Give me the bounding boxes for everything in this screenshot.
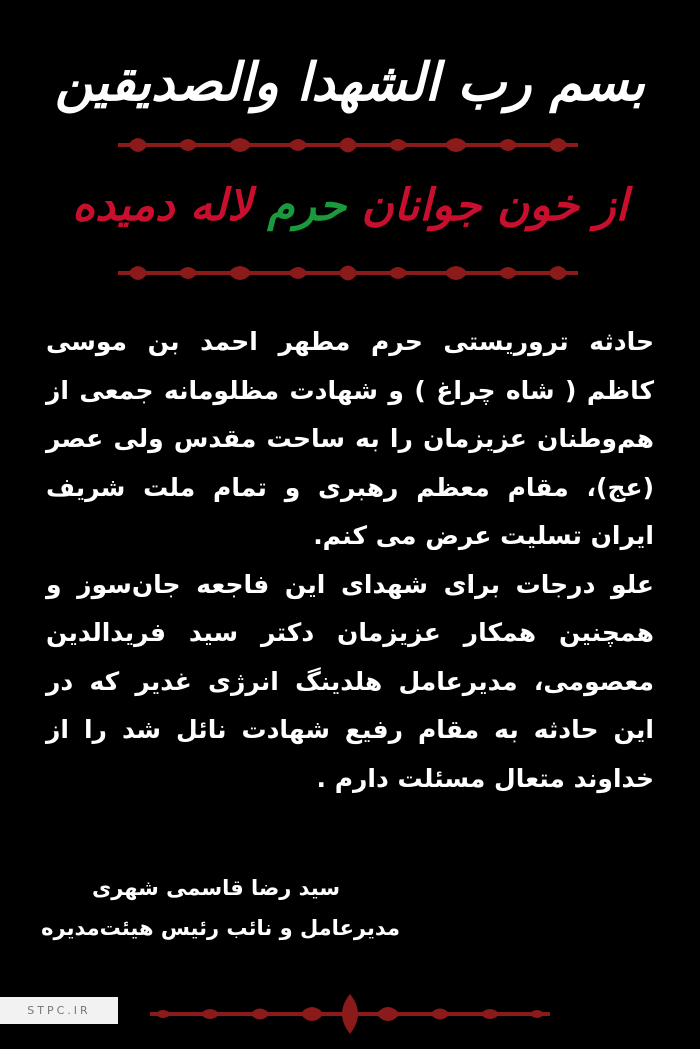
slogan-part-2: حرم (267, 180, 347, 231)
slogan (0, 168, 700, 244)
top-ornament-divider (118, 130, 578, 160)
footer-ornament (150, 992, 550, 1036)
slogan-part-3: لاله دمیده (72, 180, 253, 231)
message-paragraph-1: حادثه تروریستی حرم مطهر احمد بن موسی کاظم ( شاه چراغ ) و شهادت مظلومانه جمعی از هم‌وطنان عزیزمان را به ساحت مقدس ولی عصر (عج)، مقام معظم رهبری و تمام ملت شریف ایران تسلیت عرض می کنم. (46, 327, 654, 550)
source-watermark: STPC.IR (0, 997, 118, 1024)
signature-block (40, 868, 400, 948)
bottom-ornament-divider (118, 258, 578, 288)
signature-role: مدیرعامل و نائب رئیس هیئت‌مدیره (41, 916, 400, 940)
condolence-message (46, 318, 654, 803)
message-paragraph-2: علو درجات برای شهدای این فاجعه جان‌سوز و همچنین همکار عزیزمان دکتر سید فریدالدین معصومی، مدیرعامل هلدینگ انرژی غدیر که در این حادثه به مقام رفیع شهادت نائل شد را از خداوند متعال مسئلت دارم . (46, 569, 654, 793)
page-title: بسم رب الشهدا والصدیقین (54, 53, 646, 113)
signature-name: سید رضا قاسمی شهری (92, 876, 340, 900)
slogan-part-1: از خون جوانان (361, 180, 628, 231)
